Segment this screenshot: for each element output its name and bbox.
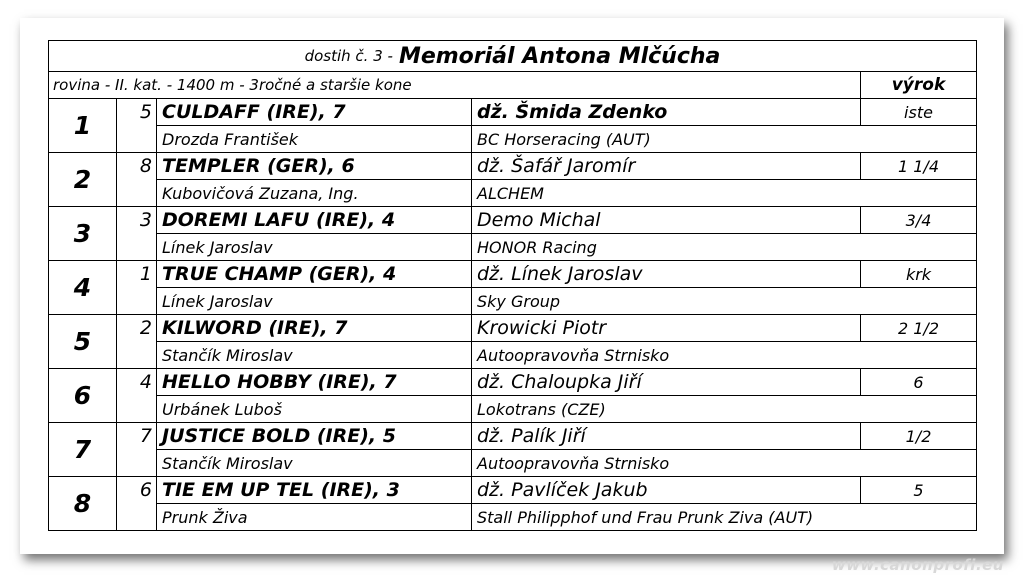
finish-place: 3 <box>49 207 117 260</box>
horse-number: 1 <box>117 261 157 314</box>
owner-name: Stall Philipphof und Frau Prunk Ziva (AUT) <box>477 507 814 527</box>
horse-number: 8 <box>117 153 157 206</box>
horse-name: HELLO HOBBY (IRE), 7 <box>157 369 472 396</box>
horse-name: TIE EM UP TEL (IRE), 3 <box>157 477 472 504</box>
finish-place: 2 <box>49 153 117 206</box>
horse-name: TEMPLER (GER), 6 <box>157 153 472 180</box>
owner-name: Autoopravovňa Strnisko <box>477 345 670 365</box>
jockey-name: Krowicki Piotr <box>472 315 861 342</box>
winning-margin: 5 <box>861 477 976 504</box>
winning-margin: 2 1/2 <box>861 315 976 342</box>
table-row <box>49 369 976 423</box>
horse-name: KILWORD (IRE), 7 <box>157 315 472 342</box>
owner-name: HONOR Racing <box>477 237 597 257</box>
finish-place: 6 <box>49 369 117 422</box>
finish-place: 1 <box>49 99 117 152</box>
trainer-name: Urbánek Luboš <box>157 396 472 422</box>
owner-name: BC Horseracing (AUT) <box>477 129 651 149</box>
horse-number: 2 <box>117 315 157 368</box>
race-conditions-row <box>49 72 976 99</box>
race-title-row <box>49 41 976 72</box>
horse-number: 6 <box>117 477 157 530</box>
table-row <box>49 153 976 207</box>
race-number: dostih č. 3 - <box>304 47 393 65</box>
horse-number: 3 <box>117 207 157 260</box>
margin-column-header: výrok <box>891 75 946 95</box>
trainer-name: Stančík Miroslav <box>157 342 472 368</box>
jockey-name: dž. Línek Jaroslav <box>472 261 861 288</box>
trainer-name: Kubovičová Zuzana, Ing. <box>157 180 472 206</box>
finish-place: 8 <box>49 477 117 530</box>
horse-name: CULDAFF (IRE), 7 <box>157 99 472 126</box>
jockey-name: dž. Chaloupka Jiří <box>472 369 861 396</box>
jockey-name: dž. Šmida Zdenko <box>472 99 861 126</box>
jockey-name: dž. Pavlíček Jakub <box>472 477 861 504</box>
jockey-name: Demo Michal <box>472 207 861 234</box>
finish-place: 7 <box>49 423 117 476</box>
horse-number: 7 <box>117 423 157 476</box>
table-row <box>49 99 976 153</box>
finish-place: 4 <box>49 261 117 314</box>
winning-margin: 1/2 <box>861 423 976 450</box>
jockey-name: dž. Palík Jiří <box>472 423 861 450</box>
table-row <box>49 207 976 261</box>
jockey-name: dž. Šafář Jaromír <box>472 153 861 180</box>
trainer-name: Drozda František <box>157 126 472 152</box>
horse-name: TRUE CHAMP (GER), 4 <box>157 261 472 288</box>
finish-place: 5 <box>49 315 117 368</box>
horse-number: 5 <box>117 99 157 152</box>
winning-margin: krk <box>861 261 976 288</box>
trainer-name: Línek Jaroslav <box>157 234 472 260</box>
trainer-name: Stančík Miroslav <box>157 450 472 476</box>
owner-name: ALCHEM <box>477 183 544 203</box>
winning-margin: 1 1/4 <box>861 153 976 180</box>
watermark: www.canonprofi.eu <box>831 556 1004 574</box>
race-title: Memoriál Antona Mlčúcha <box>398 43 721 69</box>
table-row <box>49 315 976 369</box>
winning-margin: iste <box>861 99 976 126</box>
results-rows <box>49 99 976 530</box>
results-table <box>48 40 977 531</box>
table-row <box>49 477 976 530</box>
owner-name: Autoopravovňa Strnisko <box>477 453 670 473</box>
race-conditions: rovina - II. kat. - 1400 m - 3ročné a staršie kone <box>49 72 861 98</box>
winning-margin: 3/4 <box>861 207 976 234</box>
table-row <box>49 423 976 477</box>
owner-name: Lokotrans (CZE) <box>477 399 606 419</box>
trainer-name: Prunk Živa <box>157 504 472 530</box>
horse-number: 4 <box>117 369 157 422</box>
table-row <box>49 261 976 315</box>
owner-name: Sky Group <box>477 291 561 311</box>
horse-name: DOREMI LAFU (IRE), 4 <box>157 207 472 234</box>
trainer-name: Línek Jaroslav <box>157 288 472 314</box>
horse-name: JUSTICE BOLD (IRE), 5 <box>157 423 472 450</box>
winning-margin: 6 <box>861 369 976 396</box>
